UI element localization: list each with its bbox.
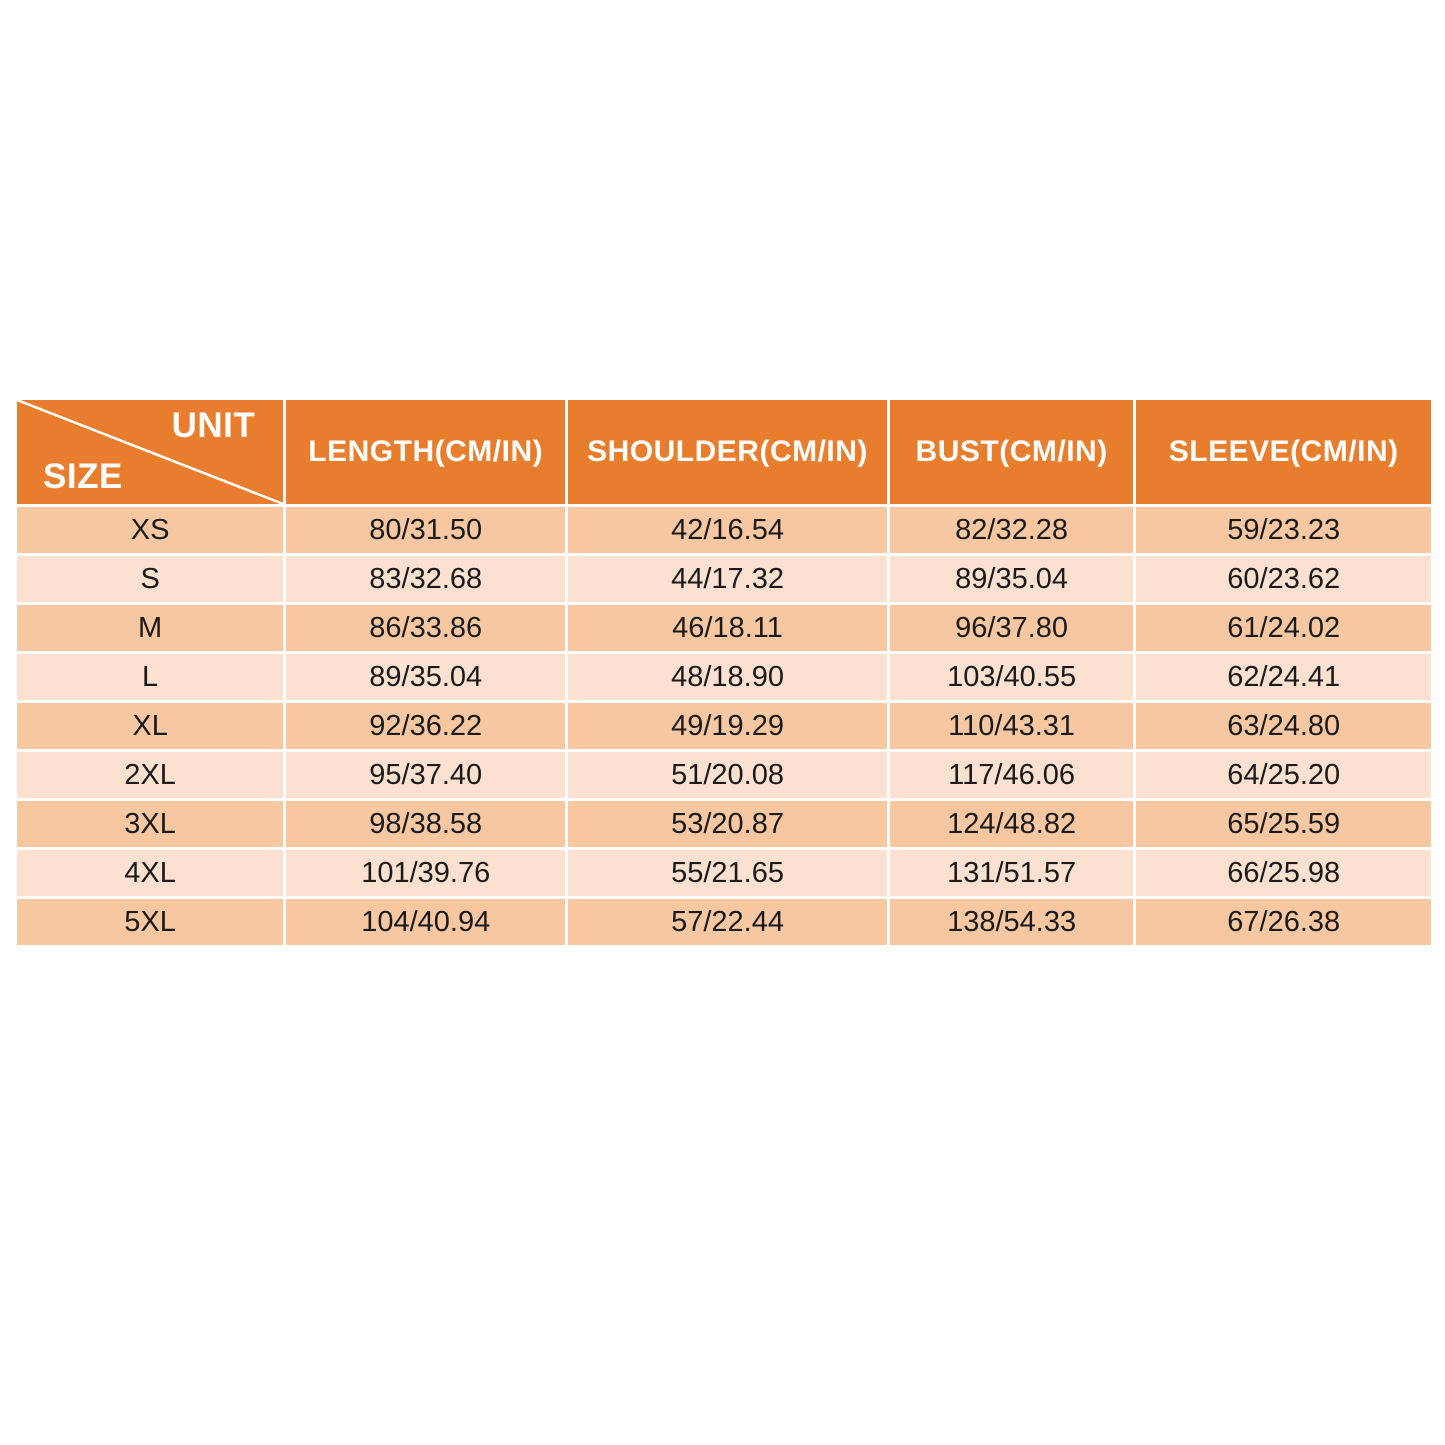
table-body xyxy=(16,506,1433,947)
bust-cell: 131/51.57 xyxy=(888,849,1135,898)
shoulder-cell: 51/20.08 xyxy=(567,751,889,800)
length-cell: 89/35.04 xyxy=(285,653,567,702)
bust-cell: 117/46.06 xyxy=(888,751,1135,800)
size-cell: S xyxy=(16,555,285,604)
length-cell: 80/31.50 xyxy=(285,506,567,555)
length-cell: 95/37.40 xyxy=(285,751,567,800)
size-cell: XL xyxy=(16,702,285,751)
length-cell: 86/33.86 xyxy=(285,604,567,653)
shoulder-cell: 48/18.90 xyxy=(567,653,889,702)
table-row xyxy=(16,555,1433,604)
size-cell: XS xyxy=(16,506,285,555)
sleeve-cell: 67/26.38 xyxy=(1135,898,1433,947)
size-cell: 5XL xyxy=(16,898,285,947)
unit-size-corner-cell xyxy=(16,399,285,506)
table-row xyxy=(16,898,1433,947)
sleeve-cell: 59/23.23 xyxy=(1135,506,1433,555)
shoulder-cell: 57/22.44 xyxy=(567,898,889,947)
bust-cell: 138/54.33 xyxy=(888,898,1135,947)
length-cell: 101/39.76 xyxy=(285,849,567,898)
table-row xyxy=(16,506,1433,555)
unit-label: UNIT xyxy=(171,406,256,445)
diagonal-split-cell xyxy=(17,400,283,504)
bust-cell: 110/43.31 xyxy=(888,702,1135,751)
column-header-length: LENGTH(CM/IN) xyxy=(285,399,567,506)
length-cell: 104/40.94 xyxy=(285,898,567,947)
table-row xyxy=(16,849,1433,898)
shoulder-cell: 42/16.54 xyxy=(567,506,889,555)
sleeve-cell: 61/24.02 xyxy=(1135,604,1433,653)
table-row xyxy=(16,800,1433,849)
table-row xyxy=(16,604,1433,653)
length-cell: 98/38.58 xyxy=(285,800,567,849)
size-cell: 2XL xyxy=(16,751,285,800)
table-row xyxy=(16,702,1433,751)
bust-cell: 103/40.55 xyxy=(888,653,1135,702)
bust-cell: 89/35.04 xyxy=(888,555,1135,604)
shoulder-cell: 46/18.11 xyxy=(567,604,889,653)
bust-cell: 96/37.80 xyxy=(888,604,1135,653)
shoulder-cell: 53/20.87 xyxy=(567,800,889,849)
size-chart-table xyxy=(14,397,1434,948)
size-label: SIZE xyxy=(43,457,123,496)
size-cell: M xyxy=(16,604,285,653)
column-header-bust: BUST(CM/IN) xyxy=(888,399,1135,506)
sleeve-cell: 63/24.80 xyxy=(1135,702,1433,751)
sleeve-cell: 64/25.20 xyxy=(1135,751,1433,800)
table-row xyxy=(16,653,1433,702)
length-cell: 83/32.68 xyxy=(285,555,567,604)
column-header-sleeve: SLEEVE(CM/IN) xyxy=(1135,399,1433,506)
column-header-shoulder: SHOULDER(CM/IN) xyxy=(567,399,889,506)
length-cell: 92/36.22 xyxy=(285,702,567,751)
table-row xyxy=(16,751,1433,800)
table-header xyxy=(16,399,1433,506)
size-cell: L xyxy=(16,653,285,702)
size-cell: 3XL xyxy=(16,800,285,849)
shoulder-cell: 44/17.32 xyxy=(567,555,889,604)
sleeve-cell: 66/25.98 xyxy=(1135,849,1433,898)
sleeve-cell: 62/24.41 xyxy=(1135,653,1433,702)
bust-cell: 82/32.28 xyxy=(888,506,1135,555)
sleeve-cell: 60/23.62 xyxy=(1135,555,1433,604)
sleeve-cell: 65/25.59 xyxy=(1135,800,1433,849)
shoulder-cell: 49/19.29 xyxy=(567,702,889,751)
bust-cell: 124/48.82 xyxy=(888,800,1135,849)
size-cell: 4XL xyxy=(16,849,285,898)
header-row xyxy=(16,399,1433,506)
shoulder-cell: 55/21.65 xyxy=(567,849,889,898)
